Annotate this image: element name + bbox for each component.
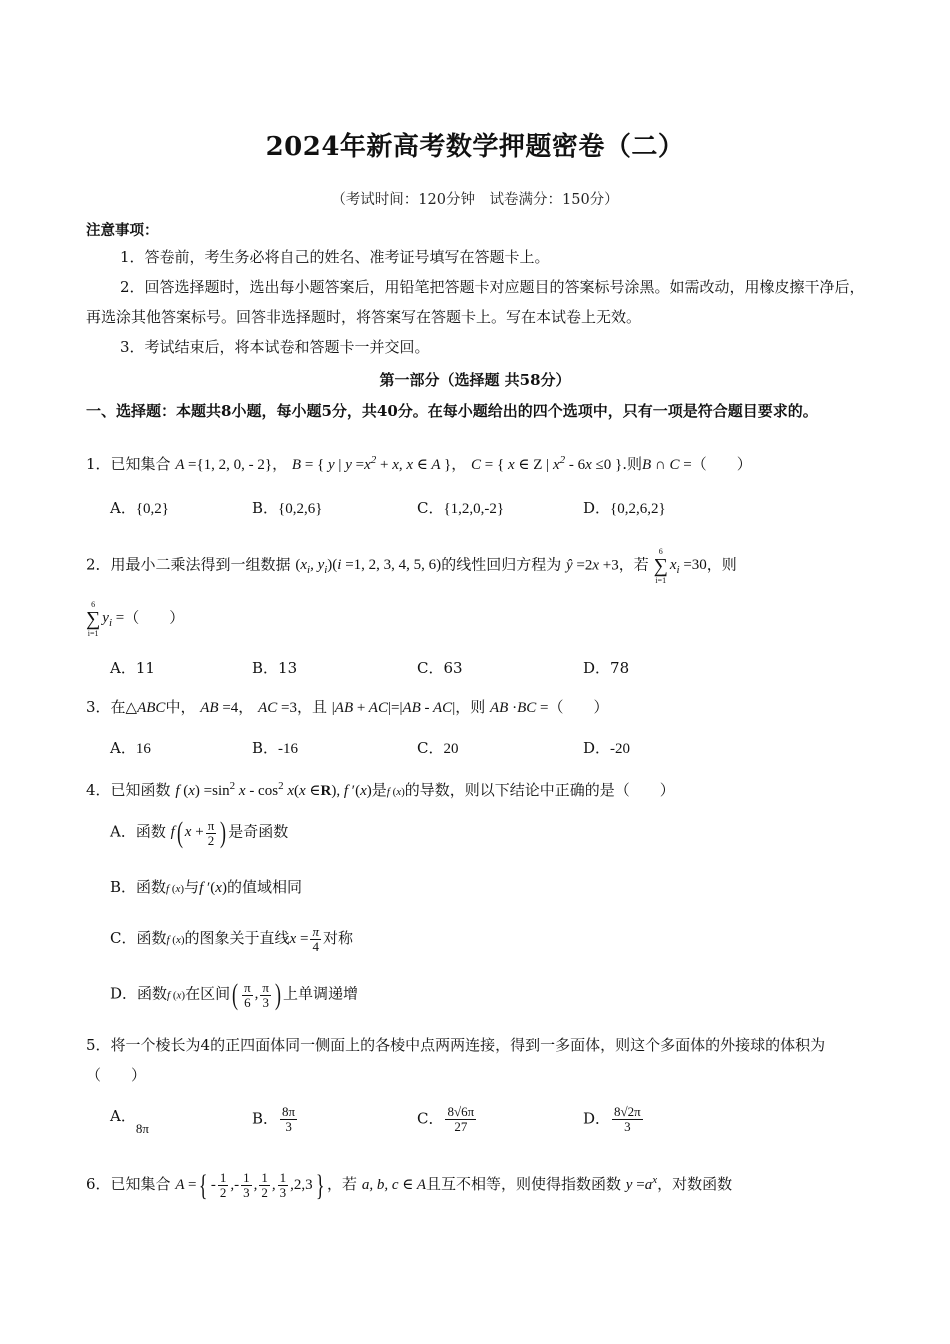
q2-option-b[interactable]: B．13 — [252, 659, 298, 677]
q1-option-c[interactable]: C．{1,2,0,-2} — [417, 499, 505, 517]
q1-option-d-value: {0,2,6,2} — [610, 501, 666, 517]
q5-option-b-value: $\frac{8\pi}{3}$ — [282, 1104, 296, 1134]
q3-option-a[interactable]: A．16 — [110, 739, 151, 757]
part-title: 第一部分（选择题 共58分） — [379, 371, 571, 389]
q1-set-b: B = { y | $y =x^2 + x$, x ∈ A } — [291, 454, 452, 473]
notice-item-2: 2．回答选择题时，选出每小题答案后，用铅笔把答题卡对应题目的答案标号涂黑。如需改动，用橡皮擦干净后，再选涂其他答案标号。回答非选择题时，将答案写在答题卡上。写在本试卷上无效。 — [86, 278, 865, 326]
q1-option-a[interactable]: A．{0,2} — [110, 499, 169, 517]
exam-info: （考试时间：120分钟 试卷满分：150分） — [331, 192, 619, 208]
q3-option-b[interactable]: B．-16 — [252, 739, 299, 757]
q4-option-d-interval: ( $\frac{\pi}{6}$ , $\frac{\pi}{3}$ ) — [232, 978, 281, 1011]
q3-ac: AC =3 — [258, 700, 297, 716]
q1-option-b[interactable]: B．{0,2,6} — [252, 499, 323, 517]
q4-option-c[interactable]: C．函数f (x)的图象关于直线x = $\frac{\pi}{4}$ 对称 — [110, 924, 353, 954]
q3-option-d-value: -20 — [610, 741, 631, 757]
question-6: 6．已知集合 A ={ - $\frac{1}{2}$ ,- $\frac{1}{3}$ , $\frac{1}{2}$ , $\frac{1}{3}$ ,2,3} ，若 a, b, c ∈ A且互不相等，则使得指数函数 $y =a^x$，对数函数 — [86, 1168, 733, 1202]
q3-stem: 3．在 — [86, 698, 126, 716]
q4-option-b-fx: f (x) — [166, 883, 185, 895]
q4-option-b-fpx: f ′(x) — [199, 880, 227, 896]
q4-option-b[interactable]: B．函数f (x)与f ′(x)的值域相同 — [110, 878, 302, 896]
q4-function: f $(x) =\sin^2$ x - $\cos^2 x(x$ ∈R), f ′(x) — [175, 780, 372, 799]
q5-option-a-value: 8π — [135, 1121, 149, 1136]
question-2: 2．用最小二乘法得到一组数据 ($x_i$, $y_i)(i =1$, 2, 3, 4, 5, 6)的线性回归方程为 ŷ =2x +3，若 6 ∑ i=1 $x_i =30$，则 — [86, 547, 737, 585]
page-title: 2024年新高考数学押题密卷（二） — [265, 132, 685, 162]
q4-stem: 4．已知函数 — [86, 781, 171, 799]
q1-set-a: A ={1, 2, 0, - 2} — [175, 457, 273, 473]
q1-intersection: B ∩ C = — [642, 457, 692, 473]
question-5: 5．将一个棱长为4的正四面体同一侧面上的各棱中点两两连接，得到一多面体，则这个多面体的外接球的体积为（ ） — [86, 1036, 826, 1084]
q5-option-b[interactable]: B． $\frac{8\pi}{3}$ — [252, 1104, 296, 1134]
q1-option-a-value: {0,2} — [135, 501, 169, 517]
q3-ab: AB =4 — [200, 700, 239, 716]
q6-stem: 6．已知集合 — [86, 1175, 171, 1193]
question-3: 3．在△ABC中， AB =4， AC =3，且 |AB + AC|=|AB - AC|，则 AB ·BC =（ ） — [86, 698, 609, 716]
q3-option-a-value: 16 — [135, 741, 151, 757]
q5-option-c[interactable]: C． $\frac{8√6\pi}{27}$ — [417, 1104, 475, 1134]
q2-option-c[interactable]: C．63 — [417, 659, 463, 677]
question-4: 4．已知函数 f $(x) =\sin^2$ x - $\cos^2 x(x$ ∈R), f ′(x)是f (x)的导数，则以下结论中正确的是（ ） — [86, 780, 675, 799]
q3-condition: |AB + AC|=|AB - AC| — [331, 700, 456, 716]
q4-option-d[interactable]: D．函数f (x)在区间( $\frac{\pi}{6}$ , $\frac{\pi}{3}$ ) 上单调递增 — [110, 978, 359, 1011]
notice-item-3: 3．考试结束后，将本试卷和答题卡一并交回。 — [120, 338, 430, 356]
q4-fx: f (x) — [386, 786, 405, 798]
q1-stem: 1．已知集合 — [86, 455, 171, 473]
q1-option-b-value: {0,2,6} — [278, 501, 323, 517]
q2-data-points: ($x_i$, $y_i)(i =1$, 2, 3, 4, 5, 6) — [295, 557, 442, 577]
q3-triangle: △ABC — [125, 700, 166, 716]
q1-option-c-value: {1,2,0,-2} — [443, 501, 505, 517]
q1-option-d[interactable]: D．{0,2,6,2} — [583, 499, 666, 517]
q2-regression: ŷ =2x +3 — [565, 557, 619, 574]
q2-sum-y: 6 ∑ i=1 $y_i$ = — [86, 600, 125, 638]
notice-heading: 注意事项： — [86, 222, 159, 239]
q4-option-a[interactable]: A．函数 f( x + $\frac{\pi}{2}$ ) 是奇函数 — [110, 816, 289, 849]
q5-option-d[interactable]: D． $\frac{8√2\pi}{3}$ — [583, 1104, 641, 1134]
q2-option-a[interactable]: A．11 — [110, 659, 155, 677]
q4-option-c-line: x = $\frac{\pi}{4}$ — [289, 924, 319, 954]
q3-option-b-value: -16 — [278, 741, 299, 757]
q2-option-d[interactable]: D．78 — [583, 659, 630, 677]
q5-option-d-value: $\frac{8√2\pi}{3}$ — [614, 1104, 641, 1134]
q6-abc: a, b, c ∈ A — [361, 1177, 426, 1193]
q3-option-c-value: 20 — [443, 741, 459, 757]
q2-sum-y-line: 6 ∑ i=1 $y_i$ =（ ） — [86, 600, 185, 638]
q5-option-a[interactable]: A．8π — [110, 1107, 149, 1136]
q5-option-c-value: $\frac{8√6\pi}{27}$ — [447, 1104, 475, 1134]
q1-set-c: C = { x ∈ Z | $x^2 - 6x \le 0$ } — [471, 454, 623, 473]
q4-option-c-fx: f (x) — [166, 933, 185, 946]
q3-dot-product: AB ·BC = — [490, 700, 549, 716]
notice-item-1: 1．答卷前，考生务必将自己的姓名、准考证号填写在答题卡上。 — [120, 248, 550, 266]
q2-sum-x: 6 ∑ i=1 $x_i =30$ — [653, 547, 707, 585]
q6-exp-function: $y =a^x$ — [625, 1174, 658, 1193]
q3-option-d[interactable]: D．-20 — [583, 739, 631, 757]
q4-option-a-expr: f( x + $\frac{\pi}{2}$ ) — [170, 816, 227, 849]
section-title: 一、选择题：本题共8小题，每小题5分，共40分。在每小题给出的四个选项中，只有一项是符合题目要求的。 — [86, 402, 818, 420]
q2-stem: 2．用最小二乘法得到一组数据 — [86, 555, 291, 574]
q4-option-d-fx: f (x) — [167, 989, 186, 1002]
q3-option-c[interactable]: C．20 — [417, 739, 459, 757]
question-1: 1．已知集合 A ={1, 2, 0, - 2}， B = { y | $y =x^2 + x$, x ∈ A }， C = { x ∈ Z | $x^2 - 6x \le 0$ }.则B ∩ C =（ ） — [86, 454, 752, 473]
q6-set-a: A ={ - $\frac{1}{2}$ ,- $\frac{1}{3}$ , $\frac{1}{2}$ , $\frac{1}{3}$ ,2,3} — [175, 1168, 325, 1202]
